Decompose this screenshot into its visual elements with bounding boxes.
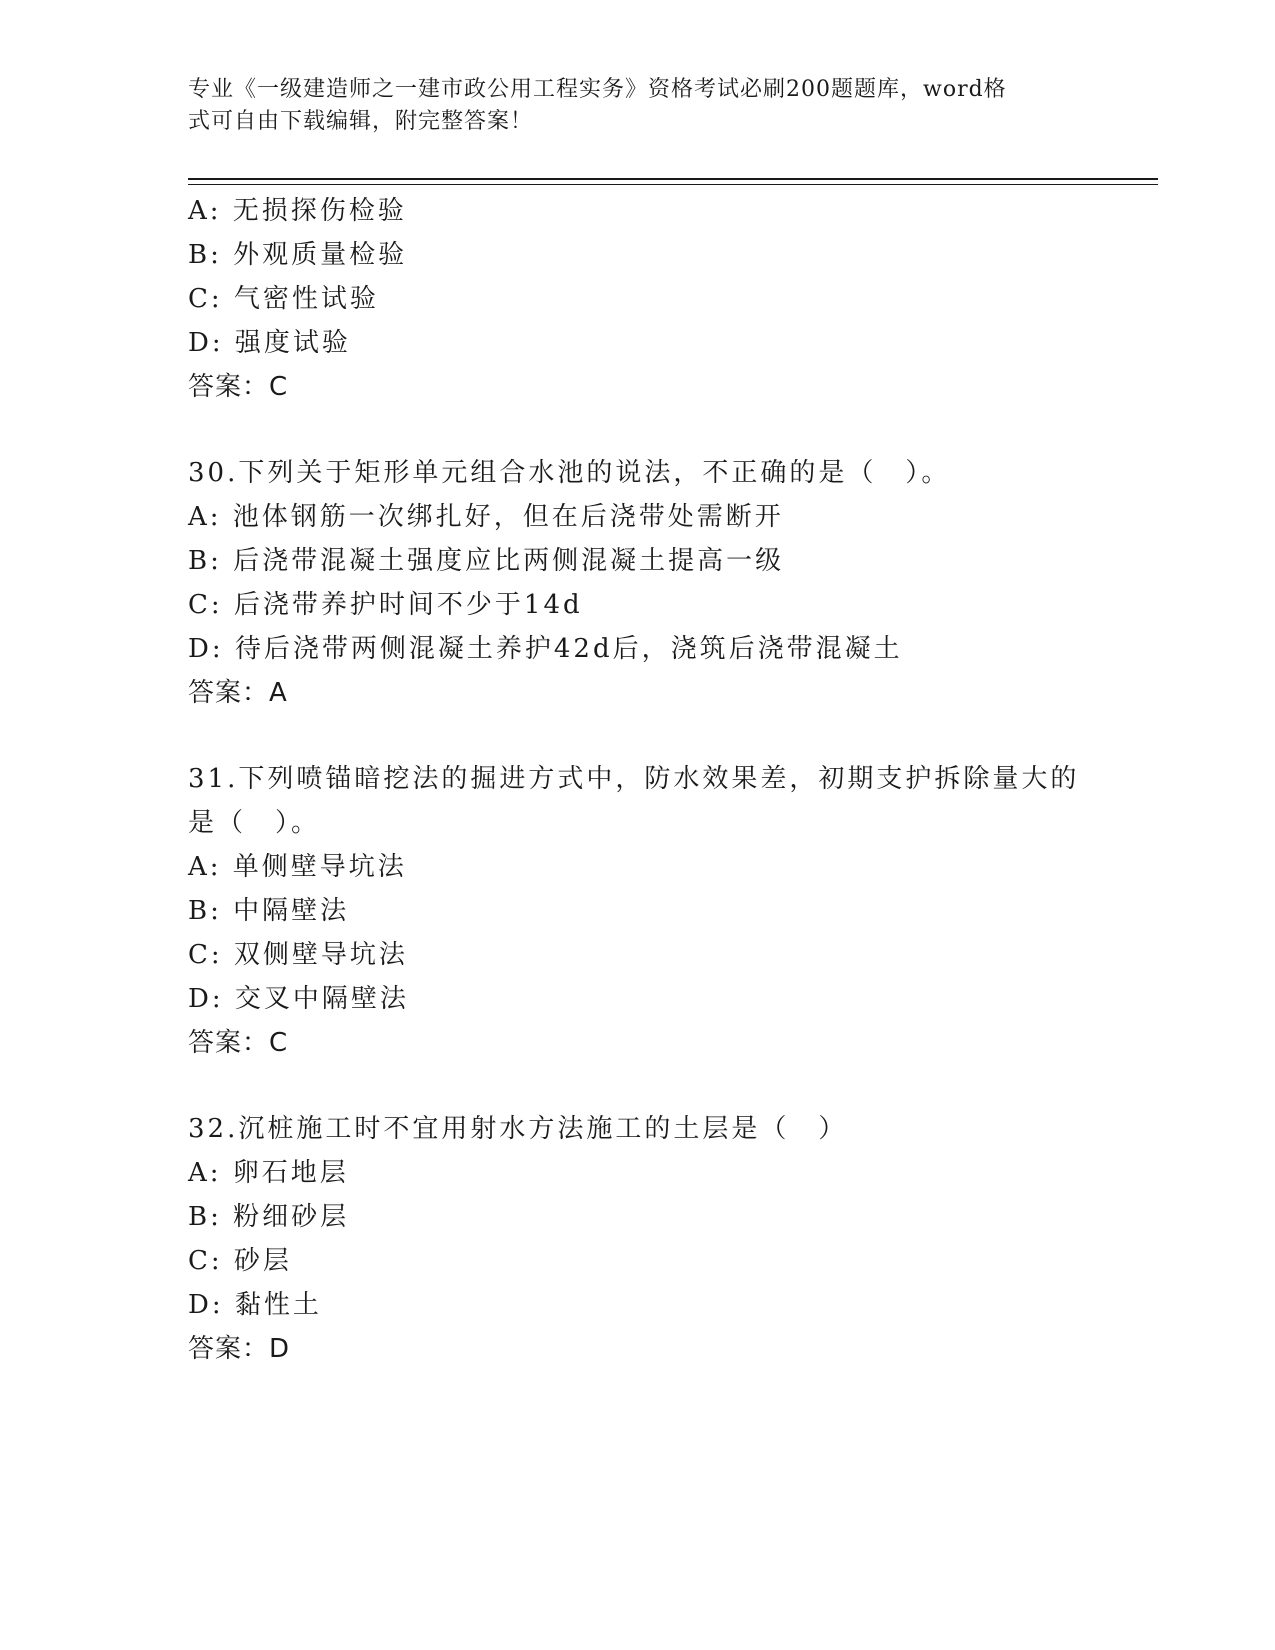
prev-option-c: C: 气密性试验 <box>188 284 379 314</box>
q32-option-a: A: 卵石地层 <box>188 1158 349 1188</box>
q32-option-c: C: 砂层 <box>188 1246 292 1276</box>
q30-stem: 30.下列关于矩形单元组合水池的说法，不正确的是（ ）。 <box>188 458 951 488</box>
q31-option-c: C: 双侧壁导坑法 <box>188 940 408 970</box>
q30-answer: 答案：A <box>188 678 288 708</box>
q31-option-d: D: 交叉中隔壁法 <box>188 984 409 1014</box>
q32-stem: 32.沉桩施工时不宜用射水方法施工的土层是（ ） <box>188 1114 848 1144</box>
prev-answer: 答案：C <box>188 372 289 402</box>
q31-answer: 答案：C <box>188 1028 289 1058</box>
header-line-1: 专业《一级建造师之一建市政公用工程实务》资格考试必刷200题题库，word格 <box>188 77 1007 102</box>
q31-option-a: A: 单侧壁导坑法 <box>188 852 407 882</box>
document-header <box>188 74 1068 138</box>
q30-option-c: C: 后浇带养护时间不少于14d <box>188 590 583 620</box>
q32-answer: 答案：D <box>188 1334 291 1364</box>
header-divider-thin <box>188 184 1158 185</box>
prev-option-d: D: 强度试验 <box>188 328 351 358</box>
q32-option-d: D: 黏性土 <box>188 1290 322 1320</box>
q31-option-b: B: 中隔壁法 <box>188 896 350 926</box>
header-line-2: 式可自由下载编辑，附完整答案！ <box>188 109 534 134</box>
q30-option-d: D: 待后浇带两侧混凝土养护42d后，浇筑后浇带混凝土 <box>188 634 903 664</box>
q30-option-b: B: 后浇带混凝土强度应比两侧混凝土提高一级 <box>188 546 785 576</box>
q30-option-a: A: 池体钢筋一次绑扎好，但在后浇带处需断开 <box>188 502 784 532</box>
prev-option-b: B: 外观质量检验 <box>188 240 408 270</box>
header-divider-thick <box>188 178 1158 180</box>
q32-option-b: B: 粉细砂层 <box>188 1202 350 1232</box>
prev-option-a: A: 无损探伤检验 <box>188 196 407 226</box>
q31-stem-line-1: 31.下列喷锚暗挖法的掘进方式中，防水效果差，初期支护拆除量大的 <box>188 764 1080 794</box>
q31-stem-line-2: 是（ ）。 <box>188 808 321 838</box>
